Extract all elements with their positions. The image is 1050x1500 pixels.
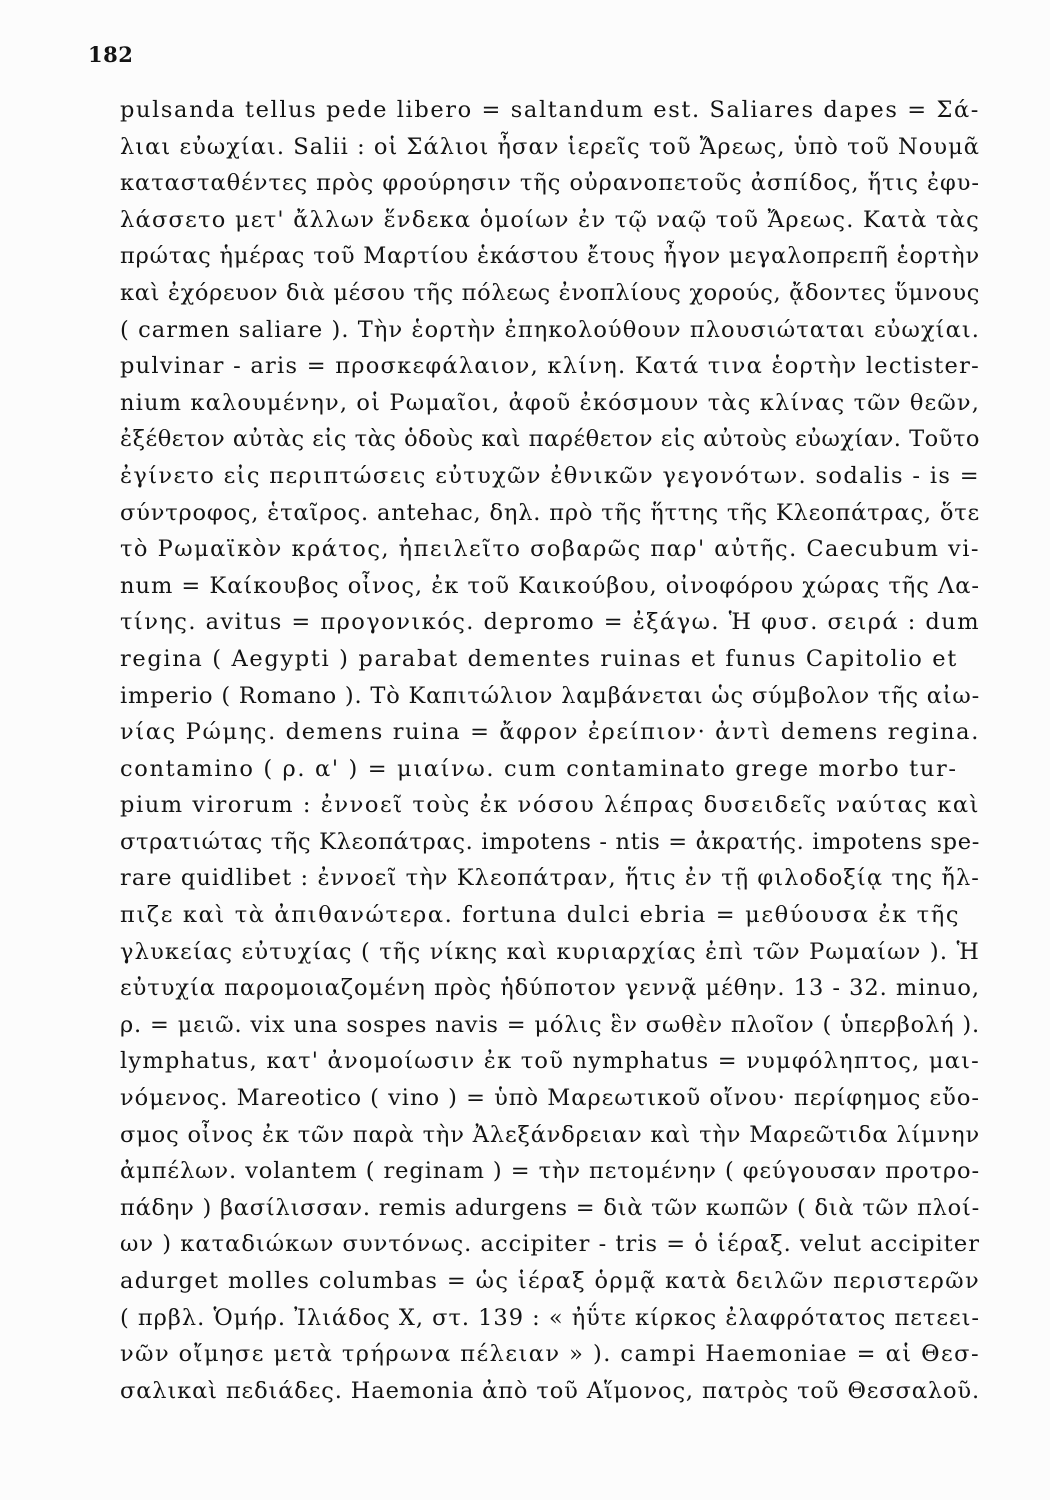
text-line: adurget molles columbas = ὡς ἱέραξ ὁρμᾷ κατὰ δειλῶν περιστερῶν xyxy=(120,1268,980,1294)
text-line: ων ) καταδιώκων συντόνως. accipiter - tris = ὁ ἱέραξ. velut accipiter xyxy=(120,1231,980,1258)
text-line: λιαι εὐωχίαι. Salii : οἱ Σάλιοι ἦσαν ἱερεῖς τοῦ Ἄρεως, ὑπὸ τοῦ Νουμᾶ xyxy=(120,133,980,160)
text-line: νίας Ρώμης. demens ruina = ἄφρον ἐρείπιον· ἀντὶ demens regina. xyxy=(120,719,980,746)
text-line: pulsanda tellus pede libero = saltandum est. Saliares dapes = Σά- xyxy=(120,97,980,123)
text-line: ρ. = μειῶ. vix una sospes navis = μόλις ἓν σωθὲν πλοῖον ( ὑπερβολή ). xyxy=(120,1011,980,1038)
text-line: λάσσετο μετ' ἄλλων ἕνδεκα ὁμοίων ἐν τῷ ναῷ τοῦ Ἄρεως. Κατὰ τὰς xyxy=(120,206,980,233)
text-line: νῶν οἴμησε μετὰ τρήρωνα πέλειαν » ). campi Haemoniae = αἱ Θεσ- xyxy=(120,1341,981,1368)
text-line: πρώτας ἡμέρας τοῦ Μαρτίου ἑκάστου ἔτους ἦγον μεγαλοπρεπῆ ἑορτὴν xyxy=(120,243,980,270)
text-line: ἐγίνετο εἰς περιπτώσεις εὐτυχῶν ἐθνικῶν γεγονότων. sodalis - is = xyxy=(120,462,980,489)
text-line: σύντροφος, ἑταῖρος. antehac, δηλ. πρὸ τῆς ἥττης τῆς Κλεοπάτρας, ὅτε xyxy=(120,499,980,526)
text-line: contamino ( ρ. α' ) = μιαίνω. cum contaminato grege morbo tur- xyxy=(120,755,958,782)
text-line: γλυκείας εὐτυχίας ( τῆς νίκης καὶ κυριαρχίας ἐπὶ τῶν Ρωμαίων ). Ἡ xyxy=(120,938,980,965)
text-line: τὸ Ρωμαϊκὸν κράτος, ἠπειλεῖτο σοβαρῶς παρ' αὐτῆς. Caecubum vi- xyxy=(120,536,980,563)
text-line: num = Καίκουβος οἶνος, ἐκ τοῦ Καικούβου, οἰνοφόρου χώρας τῆς Λα- xyxy=(120,572,980,599)
text-line: καὶ ἐχόρευον διὰ μέσου τῆς πόλεως ἐνοπλίους χορούς, ᾄδοντες ὕμνους xyxy=(120,279,980,306)
text-line: πάδην ) βασίλισσαν. remis adurgens = διὰ τῶν κωπῶν ( διὰ τῶν πλοί- xyxy=(120,1194,980,1221)
text-line: rare quidlibet : ἐννοεῖ τὴν Κλεοπάτραν, ἥτις ἐν τῇ φιλοδοξίᾳ της ἤλ- xyxy=(120,865,980,892)
text-line: imperio ( Romano ). Τὸ Καπιτώλιον λαμβάνεται ὡς σύμβολον τῆς αἰω- xyxy=(120,682,980,709)
text-line: nium καλουμένην, οἱ Ρωμαῖοι, ἀφοῦ ἐκόσμουν τὰς κλίνας τῶν θεῶν, xyxy=(120,389,980,416)
text-line: κατασταθέντες πρὸς φρούρησιν τῆς οὐρανοπετοῦς ἀσπίδος, ἥτις ἐφυ- xyxy=(120,170,980,197)
text-line: ἐξέθετον αὐτὰς εἰς τὰς ὁδοὺς καὶ παρέθετον εἰς αὐτοὺς εὐωχίαν. Τοῦτο xyxy=(120,426,980,453)
text-line: lymphatus, κατ' ἀνομοίωσιν ἐκ τοῦ nymphatus = νυμφόληπτος, μαι- xyxy=(120,1048,980,1075)
text-line: ἀμπέλων. volantem ( reginam ) = τὴν πετομένην ( φεύγουσαν προτρο- xyxy=(120,1158,980,1185)
text-line: ( carmen saliare ). Τὴν ἑορτὴν ἐπηκολούθουν πλουσιώταται εὐωχίαι. xyxy=(120,316,980,343)
text-line: εὐτυχία παρομοιαζομένη πρὸς ἡδύποτον γεννᾷ μέθην. 13 - 32. minuo, xyxy=(120,975,980,1002)
text-line: σαλικαὶ πεδιάδες. Haemonia ἀπὸ τοῦ Αἵμονος, πατρὸς τοῦ Θεσσαλοῦ. xyxy=(120,1377,980,1404)
text-line: ( πρβλ. Ὁμήρ. Ἰλιάδος Χ, στ. 139 : « ἠΰτε κίρκος ἐλαφρότατος πετεει- xyxy=(120,1304,980,1331)
text-line: στρατιώτας τῆς Κλεοπάτρας. impotens - ntis = ἀκρατής. impotens spe- xyxy=(120,828,980,855)
text-line: regina ( Aegypti ) parabat dementes ruinas et funus Capitolio et xyxy=(120,645,958,672)
body-text xyxy=(120,92,980,1409)
text-line: σμος οἶνος ἐκ τῶν παρὰ τὴν Ἀλεξάνδρειαν καὶ τὴν Μαρεῶτιδα λίμνην xyxy=(120,1121,980,1148)
page-number: 182 xyxy=(88,42,134,67)
text-line: pium virorum : ἐννοεῖ τοὺς ἐκ νόσου λέπρας δυσειδεῖς ναύτας καὶ xyxy=(120,792,980,819)
text-line: πιζε καὶ τὰ ἀπιθανώτερα. fortuna dulci ebria = μεθύουσα ἐκ τῆς xyxy=(120,902,961,929)
text-line: pulvinar - aris = προσκεφάλαιον, κλίνη. Κατά τινα ἑορτὴν lectister- xyxy=(120,353,980,380)
text-line: νόμενος. Mareotico ( vino ) = ὑπὸ Μαρεωτικοῦ οἴνου· περίφημος εὔο- xyxy=(120,1085,980,1112)
text-line: τίνης. avitus = προγονικός. depromo = ἐξάγω. Ἡ φυσ. σειρά : dum xyxy=(120,609,980,636)
